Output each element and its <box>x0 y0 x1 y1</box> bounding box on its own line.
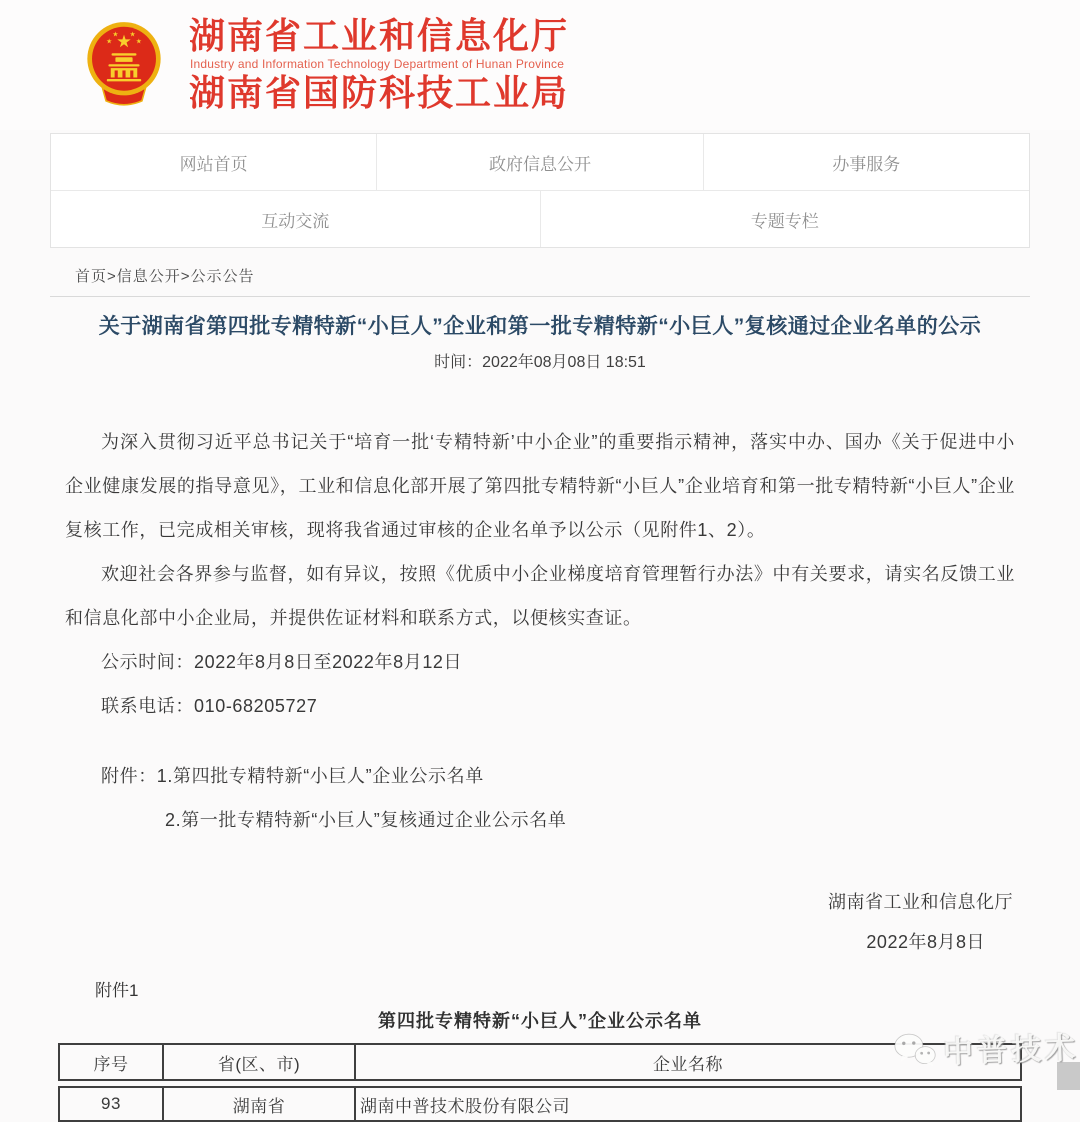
cell-province: 湖南省 <box>164 1088 356 1120</box>
col-header-seq: 序号 <box>60 1045 164 1079</box>
dept-title-en: Industry and Information Technology Department of Hunan Province <box>190 57 565 72</box>
paragraph-1: 为深入贯彻习近平总书记关于“培育一批‘专精特新’中小企业”的重要指示精神，落实中办、国办《关于促进中小企业健康发展的指导意见》，工业和信息化部开展了第四批专精特新“小巨人”企业培育和第一批专精特新“小巨人”企业复核工作，已完成相关审核，现将我省通过审核的企业名单予以公示（见附件1、2）。 <box>65 432 1015 540</box>
nav-item-gov-info[interactable]: 政府信息公开 <box>376 134 702 190</box>
header-titles <box>189 17 569 113</box>
cell-company: 湖南中普技术股份有限公司 <box>360 1096 570 1116</box>
companies-table <box>58 1043 1022 1122</box>
watermark-text: 中普技术 <box>942 1031 1080 1070</box>
corner-artifact <box>1057 1062 1080 1090</box>
attachment-item-2: 2.第一批专精特新“小巨人”复核通过企业公示名单 <box>165 810 567 830</box>
annex-section <box>58 976 1022 1122</box>
nav-item-home[interactable]: 网站首页 <box>179 154 248 174</box>
national-emblem-icon <box>85 13 163 117</box>
annex-label: 附件1 <box>95 981 139 1000</box>
bureau-title-cn: 湖南省国防科技工业局 <box>189 71 570 113</box>
nav-item-interaction[interactable]: 互动交流 <box>261 211 330 231</box>
dept-title-cn: 湖南省工业和信息化厅 <box>189 15 570 57</box>
table-row <box>58 1086 1022 1122</box>
cell-seq: 93 <box>60 1088 164 1120</box>
article-body <box>65 420 1015 842</box>
nav-row-2 <box>51 190 1029 247</box>
signature-block <box>0 882 1013 962</box>
col-header-company: 企业名称 <box>653 1054 723 1074</box>
main-nav <box>50 133 1030 248</box>
annex-table-title: 第四批专精特新“小巨人”企业公示名单 <box>378 1011 702 1031</box>
nav-item-special-columns[interactable]: 专题专栏 <box>540 191 1030 247</box>
col-header-province: 省(区、市) <box>164 1045 356 1079</box>
article-timestamp: 时间：2022年08月08日 18:51 <box>434 354 646 371</box>
nav-item-services[interactable]: 办事服务 <box>703 134 1029 190</box>
attachment-item-1: 附件：1.第四批专精特新“小巨人”企业公示名单 <box>101 766 484 786</box>
publicity-period: 公示时间：2022年8月8日至2022年8月12日 <box>101 652 463 672</box>
site-header <box>0 0 1080 130</box>
table-header-row <box>58 1043 1022 1081</box>
nav-row-1 <box>51 134 1029 190</box>
contact-phone: 联系电话：010-68205727 <box>101 696 318 716</box>
breadcrumb[interactable]: 首页>信息公开>公示公告 <box>75 268 255 285</box>
signature-org: 湖南省工业和信息化厅 <box>828 892 1013 912</box>
article-title: 关于湖南省第四批专精特新“小巨人”企业和第一批专精特新“小巨人”复核通过企业名单的公示 <box>98 315 982 338</box>
signature-date: 2022年8月8日 <box>866 932 985 952</box>
paragraph-2: 欢迎社会各界参与监督，如有异议，按照《优质中小企业梯度培育管理暂行办法》中有关要求，请实名反馈工业和信息化部中小企业局，并提供佐证材料和联系方式，以便核实查证。 <box>65 564 1015 628</box>
attachments-list <box>65 754 1015 842</box>
divider <box>50 296 1030 297</box>
